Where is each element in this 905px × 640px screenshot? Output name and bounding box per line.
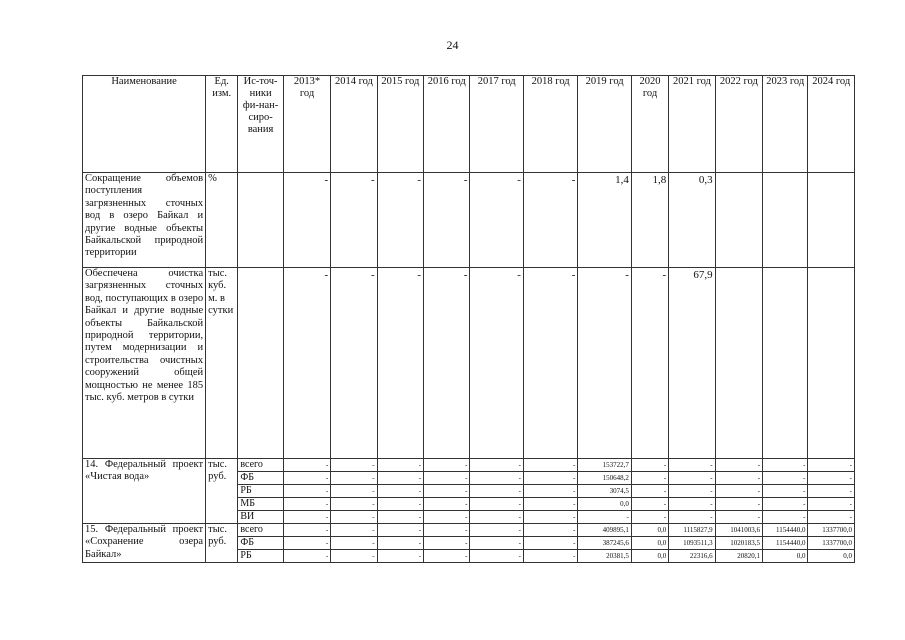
funding-value: - <box>424 550 470 563</box>
indicator-value: 67,9 <box>669 268 715 459</box>
funding-value: - <box>424 485 470 498</box>
header-unit: Ед. изм. <box>206 76 238 173</box>
funding-source: всего <box>238 524 283 537</box>
funding-value: - <box>808 511 855 524</box>
indicator-row <box>83 268 855 459</box>
funding-value: - <box>283 498 330 511</box>
funding-source: ВИ <box>238 511 283 524</box>
indicator-value <box>808 173 855 268</box>
funding-value: - <box>331 537 377 550</box>
header-row <box>83 76 855 173</box>
funding-value: - <box>377 524 423 537</box>
indicator-name: Сокращение объемов поступления загрязненных сточных вод в озеро Байкал и другие водные объекты Байкальской природной территории <box>83 173 206 268</box>
funding-value: - <box>377 472 423 485</box>
indicator-value: - <box>377 173 423 268</box>
funding-value: - <box>377 498 423 511</box>
funding-value: - <box>283 459 330 472</box>
funding-value: - <box>331 472 377 485</box>
header-year: 2019 год <box>578 76 631 173</box>
funding-value: - <box>715 472 762 485</box>
funding-value: - <box>470 459 523 472</box>
funding-value: - <box>377 537 423 550</box>
funding-value: - <box>331 485 377 498</box>
project-unit: тыс. руб. <box>206 524 238 563</box>
header-year: 2013* год <box>283 76 330 173</box>
funding-value: 153722,7 <box>578 459 631 472</box>
funding-value: 0,0 <box>578 498 631 511</box>
header-source: Ис-точ-ники фи-нан-сиро-вания <box>238 76 283 173</box>
funding-value: - <box>631 498 668 511</box>
funding-value: - <box>715 498 762 511</box>
project-row <box>83 524 855 537</box>
funding-value: - <box>669 498 715 511</box>
indicator-value: - <box>523 268 577 459</box>
header-year: 2020 год <box>631 76 668 173</box>
funding-value: - <box>715 511 762 524</box>
funding-value: 20381,5 <box>578 550 631 563</box>
funding-value: - <box>523 485 577 498</box>
funding-value: - <box>523 537 577 550</box>
indicator-value: - <box>331 173 377 268</box>
funding-source: всего <box>238 459 283 472</box>
funding-value: 0,0 <box>631 550 668 563</box>
funding-value: - <box>631 511 668 524</box>
funding-value: - <box>763 511 808 524</box>
funding-value: - <box>283 537 330 550</box>
funding-value: 0,0 <box>808 550 855 563</box>
funding-value: 1337700,0 <box>808 537 855 550</box>
funding-value: - <box>631 459 668 472</box>
funding-value: - <box>763 472 808 485</box>
funding-value: - <box>424 498 470 511</box>
funding-value: - <box>283 524 330 537</box>
header-year: 2023 год <box>763 76 808 173</box>
indicator-value: - <box>631 268 668 459</box>
indicator-value: - <box>523 173 577 268</box>
indicator-value: - <box>424 173 470 268</box>
funding-value: 22316,6 <box>669 550 715 563</box>
indicator-value: - <box>470 268 523 459</box>
funding-value: - <box>424 459 470 472</box>
indicator-unit: тыс. куб. м. в сутки <box>206 268 238 459</box>
funding-value: - <box>424 511 470 524</box>
funding-value: - <box>283 472 330 485</box>
indicator-value: - <box>470 173 523 268</box>
funding-value: 3074,5 <box>578 485 631 498</box>
funding-value: - <box>424 472 470 485</box>
funding-source: ФБ <box>238 472 283 485</box>
header-year: 2022 год <box>715 76 762 173</box>
header-year: 2016 год <box>424 76 470 173</box>
funding-value: 150648,2 <box>578 472 631 485</box>
funding-value: - <box>808 485 855 498</box>
funding-value: - <box>523 472 577 485</box>
funding-value: - <box>578 511 631 524</box>
indicator-value: 1,8 <box>631 173 668 268</box>
funding-value: - <box>523 459 577 472</box>
funding-source: РБ <box>238 550 283 563</box>
funding-value: - <box>669 472 715 485</box>
funding-value: 1041003,6 <box>715 524 762 537</box>
funding-value: - <box>470 550 523 563</box>
funding-value: - <box>331 459 377 472</box>
indicator-value: - <box>424 268 470 459</box>
funding-value: - <box>523 498 577 511</box>
funding-value: - <box>763 498 808 511</box>
funding-value: - <box>470 537 523 550</box>
funding-value: - <box>631 472 668 485</box>
funding-value: - <box>470 524 523 537</box>
indicator-value <box>763 268 808 459</box>
funding-value: - <box>331 524 377 537</box>
funding-value: - <box>283 485 330 498</box>
header-year: 2024 год <box>808 76 855 173</box>
header-name: Наименование <box>83 76 206 173</box>
funding-value: 409895,1 <box>578 524 631 537</box>
funding-value: - <box>424 524 470 537</box>
funding-source: РБ <box>238 485 283 498</box>
budget-table <box>82 75 855 563</box>
funding-value: - <box>763 459 808 472</box>
page-number: 24 <box>446 38 459 52</box>
funding-value: 1115827,9 <box>669 524 715 537</box>
funding-value: - <box>377 511 423 524</box>
funding-value: 1020183,5 <box>715 537 762 550</box>
indicator-value: - <box>283 173 330 268</box>
funding-value: - <box>424 537 470 550</box>
indicator-source <box>238 268 283 459</box>
project-unit: тыс. руб. <box>206 459 238 524</box>
indicator-value: - <box>377 268 423 459</box>
funding-value: - <box>669 485 715 498</box>
funding-value: - <box>377 550 423 563</box>
funding-value: - <box>283 511 330 524</box>
funding-value: 0,0 <box>763 550 808 563</box>
indicator-name: Обеспечена очистка загрязненных сточных вод, поступающих в озеро Байкал и другие водные объекты Байкальской природной территории, путем модернизации и строительства очистных сооружений общей мощностью не менее 185 тыс. куб. метров в сутки <box>83 268 206 459</box>
funding-value: - <box>331 511 377 524</box>
header-year: 2021 год <box>669 76 715 173</box>
project-name: 14. Федеральный проект «Чистая вода» <box>83 459 206 524</box>
funding-value: 1154440,0 <box>763 537 808 550</box>
indicator-row <box>83 173 855 268</box>
indicator-value <box>715 173 762 268</box>
header-year: 2015 год <box>377 76 423 173</box>
project-name: 15. Федеральный проект «Сохранение озера Байкал» <box>83 524 206 563</box>
funding-value: 0,0 <box>631 537 668 550</box>
indicator-value: 1,4 <box>578 173 631 268</box>
funding-value: 1154440,0 <box>763 524 808 537</box>
indicator-source <box>238 173 283 268</box>
funding-value: - <box>377 485 423 498</box>
funding-value: - <box>331 498 377 511</box>
header-year: 2014 год <box>331 76 377 173</box>
funding-value: - <box>715 485 762 498</box>
funding-value: - <box>523 550 577 563</box>
indicator-value: - <box>283 268 330 459</box>
funding-value: 387245,6 <box>578 537 631 550</box>
indicator-value <box>763 173 808 268</box>
funding-value: - <box>470 511 523 524</box>
funding-value: - <box>808 498 855 511</box>
funding-value: - <box>631 485 668 498</box>
indicator-value: - <box>578 268 631 459</box>
header-year: 2018 год <box>523 76 577 173</box>
funding-value: - <box>331 550 377 563</box>
indicator-value: - <box>331 268 377 459</box>
funding-value: - <box>470 485 523 498</box>
funding-value: - <box>763 485 808 498</box>
funding-value: - <box>523 524 577 537</box>
funding-value: - <box>470 472 523 485</box>
funding-value: - <box>470 498 523 511</box>
indicator-value <box>808 268 855 459</box>
funding-value: - <box>808 472 855 485</box>
funding-source: ФБ <box>238 537 283 550</box>
funding-value: 1337700,0 <box>808 524 855 537</box>
funding-value: 1093511,3 <box>669 537 715 550</box>
funding-value: - <box>377 459 423 472</box>
funding-source: МБ <box>238 498 283 511</box>
indicator-unit: % <box>206 173 238 268</box>
indicator-value <box>715 268 762 459</box>
funding-value: - <box>283 550 330 563</box>
indicator-value: 0,3 <box>669 173 715 268</box>
funding-value: - <box>669 459 715 472</box>
project-row <box>83 459 855 472</box>
funding-value: - <box>523 511 577 524</box>
funding-value: 20820,1 <box>715 550 762 563</box>
funding-value: 0,0 <box>631 524 668 537</box>
header-year: 2017 год <box>470 76 523 173</box>
funding-value: - <box>715 459 762 472</box>
funding-value: - <box>808 459 855 472</box>
funding-value: - <box>669 511 715 524</box>
